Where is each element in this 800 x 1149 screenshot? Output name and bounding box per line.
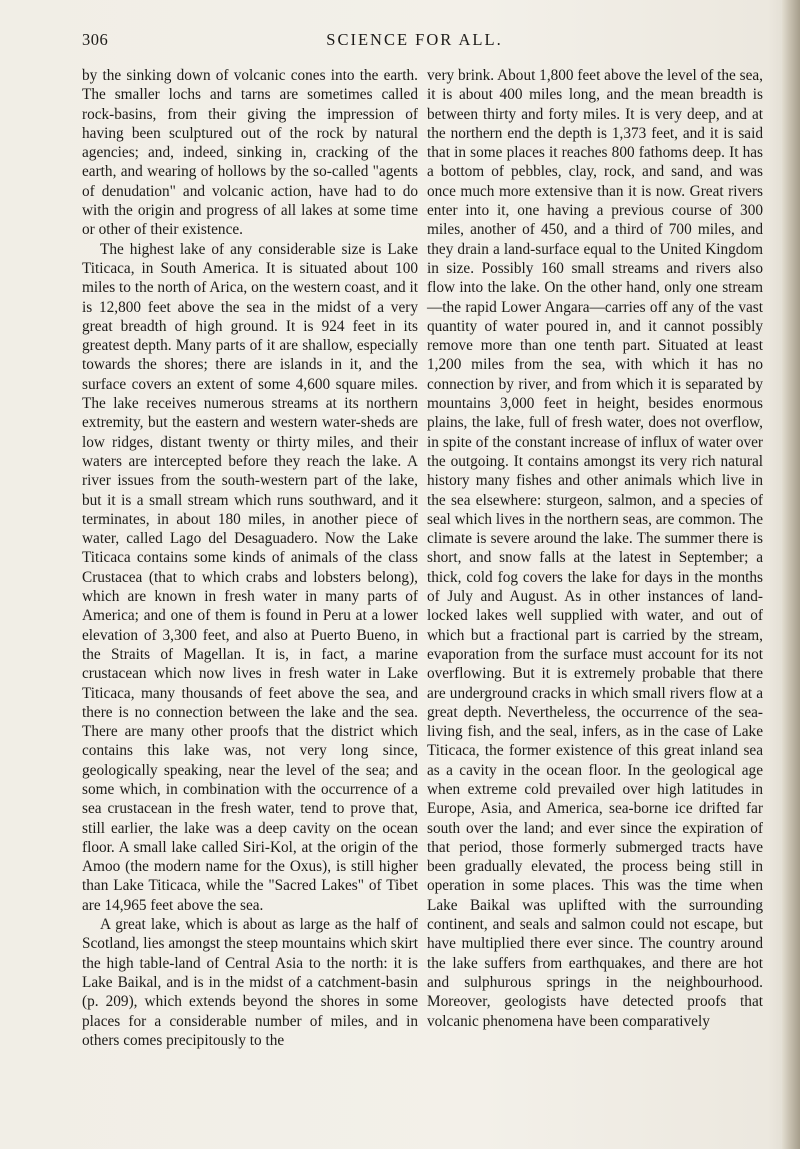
paragraph: by the sinking down of volcanic cones into the earth. The smaller lochs and tarns are sometimes called rock-basins, from their giving the impression of having been sculptured out of the rock by natural agencies; and, indeed, sinking in, cracking of the earth, and wearing of hollows by the so-called "agents of denudation" and volcanic action, have had to do with the origin and progress of all lakes at some time or other of their existence. (82, 67, 418, 239)
right-column (427, 66, 763, 1031)
paragraph: very brink. About 1,800 feet above the level of the sea, it is about 400 miles long, and the mean breadth is between thirty and forty miles. It is very deep, and at the northern end the depth is 1,373 feet, and it is said that in some places it reaches 800 fathoms deep. It has a bottom of pebbles, clay, rock, and sand, and was once much more extensive than it is now. Great rivers enter into it, one having a previous course of 300 miles, another of 450, and a third of 700 miles, and they drain a land-surface equal to the United Kingdom in size. Possibly 160 small streams and rivers also flow into the lake. On the other hand, only one stream—the rapid Lower Angara—carries off any of the vast quantity of water poured in, and it cannot possibly remove more than one tenth part. Situated at least 1,200 miles from the sea, with which it has no connection by river, and from which it is separated by mountains 3,000 feet in height, besides enormous plains, the lake, full of fresh water, does not overflow, in spite of the constant increase of influx of water over the outgoing. It contains amongst its very rich natural history many fishes and other animals which live in the sea elsewhere: sturgeon, salmon, and a species of seal which lives in the northern seas, are common. The climate is severe around the lake. The summer there is short, and snow falls at the latest in September; a thick, cold fog covers the lake for days in the months of July and August. As in other instances of land-locked lakes well supplied with water, and out of which but a fractional part is carried by the stream, evaporation from the surface must account for its not overflowing. But it is extremely probable that there are underground cracks in which small rivers flow at a great depth. Nevertheless, the occurrence of the sea-living fish, and the seal, infers, as in the case of Lake Titicaca, the former existence of this great inland sea as a cavity in the ocean floor. In the geological age when extreme cold prevailed over high latitudes in Europe, Asia, and America, sea-borne ice drifted far south over the land; and ever since the expiration of that period, those formerly submerged tracts have been gradually elevated, the process being still in operation in some places. This was the time when Lake Baikal was uplifted with the surrounding continent, and seals and salmon could not escape, but have multiplied there ever since. The country around the lake suffers from earthquakes, and there are hot and sulphurous springs in the neighbourhood. Moreover, geologists have detected proofs that volcanic phenomena have been comparatively (427, 67, 764, 1030)
running-head: SCIENCE FOR ALL. (326, 30, 503, 49)
page-number: 306 (82, 30, 109, 49)
left-column (82, 66, 418, 1050)
paragraph: A great lake, which is about as large as the half of Scotland, lies amongst the steep mountains which skirt the high table-land of Central Asia to the north: it is Lake Baikal, and is in the midst of a catchment-basin (p. 209), which extends beyond the shores in some places for a considerable number of miles, and in others comes precipitously to the (82, 916, 418, 1049)
paragraph: The highest lake of any considerable size is Lake Titicaca, in South America. It is situated about 100 miles to the north of Arica, on the western coast, and it is 12,800 feet above the sea in the midst of a very great breadth of high ground. It is 924 feet in its greatest depth. Many parts of it are shallow, especially towards the shores; there are islands in it, and the surface covers an extent of some 4,600 square miles. The lake receives numerous streams at its northern extremity, but the eastern and western water-sheds are low ridges, distant twenty or thirty miles, and their waters are intercepted before they reach the lake. A river issues from the south-western part of the lake, but it is a small stream which runs southward, and it terminates, in about 180 miles, in another piece of water, called Lago del Desaguadero. Now the Lake Titicaca contains some kinds of animals of the class Crustacea (that to which crabs and lobsters belong), which are known in fresh water in many parts of America; and one of them is found in Peru at a lower elevation of 3,300 feet, and also at Puerto Bueno, in the Straits of Magellan. It is, in fact, a marine crustacean which now lives in fresh water in Lake Titicaca, many thousands of feet above the sea, and there is no connection between the lake and the sea. There are many other proofs that the district which contains this lake was, not very long since, geologically speaking, near the level of the sea; and some which, in combination with the occurrence of a sea crustacean in the fresh water, tend to prove that, still earlier, the lake was a deep cavity on the ocean floor. A small lake called Siri-Kol, at the origin of the Amoo (the modern name for the Oxus), is still higher than Lake Titicaca, while the "Sacred Lakes" of Tibet are 14,965 feet above the sea. (82, 240, 418, 914)
page-header (62, 30, 767, 54)
page-edge (782, 0, 800, 1149)
